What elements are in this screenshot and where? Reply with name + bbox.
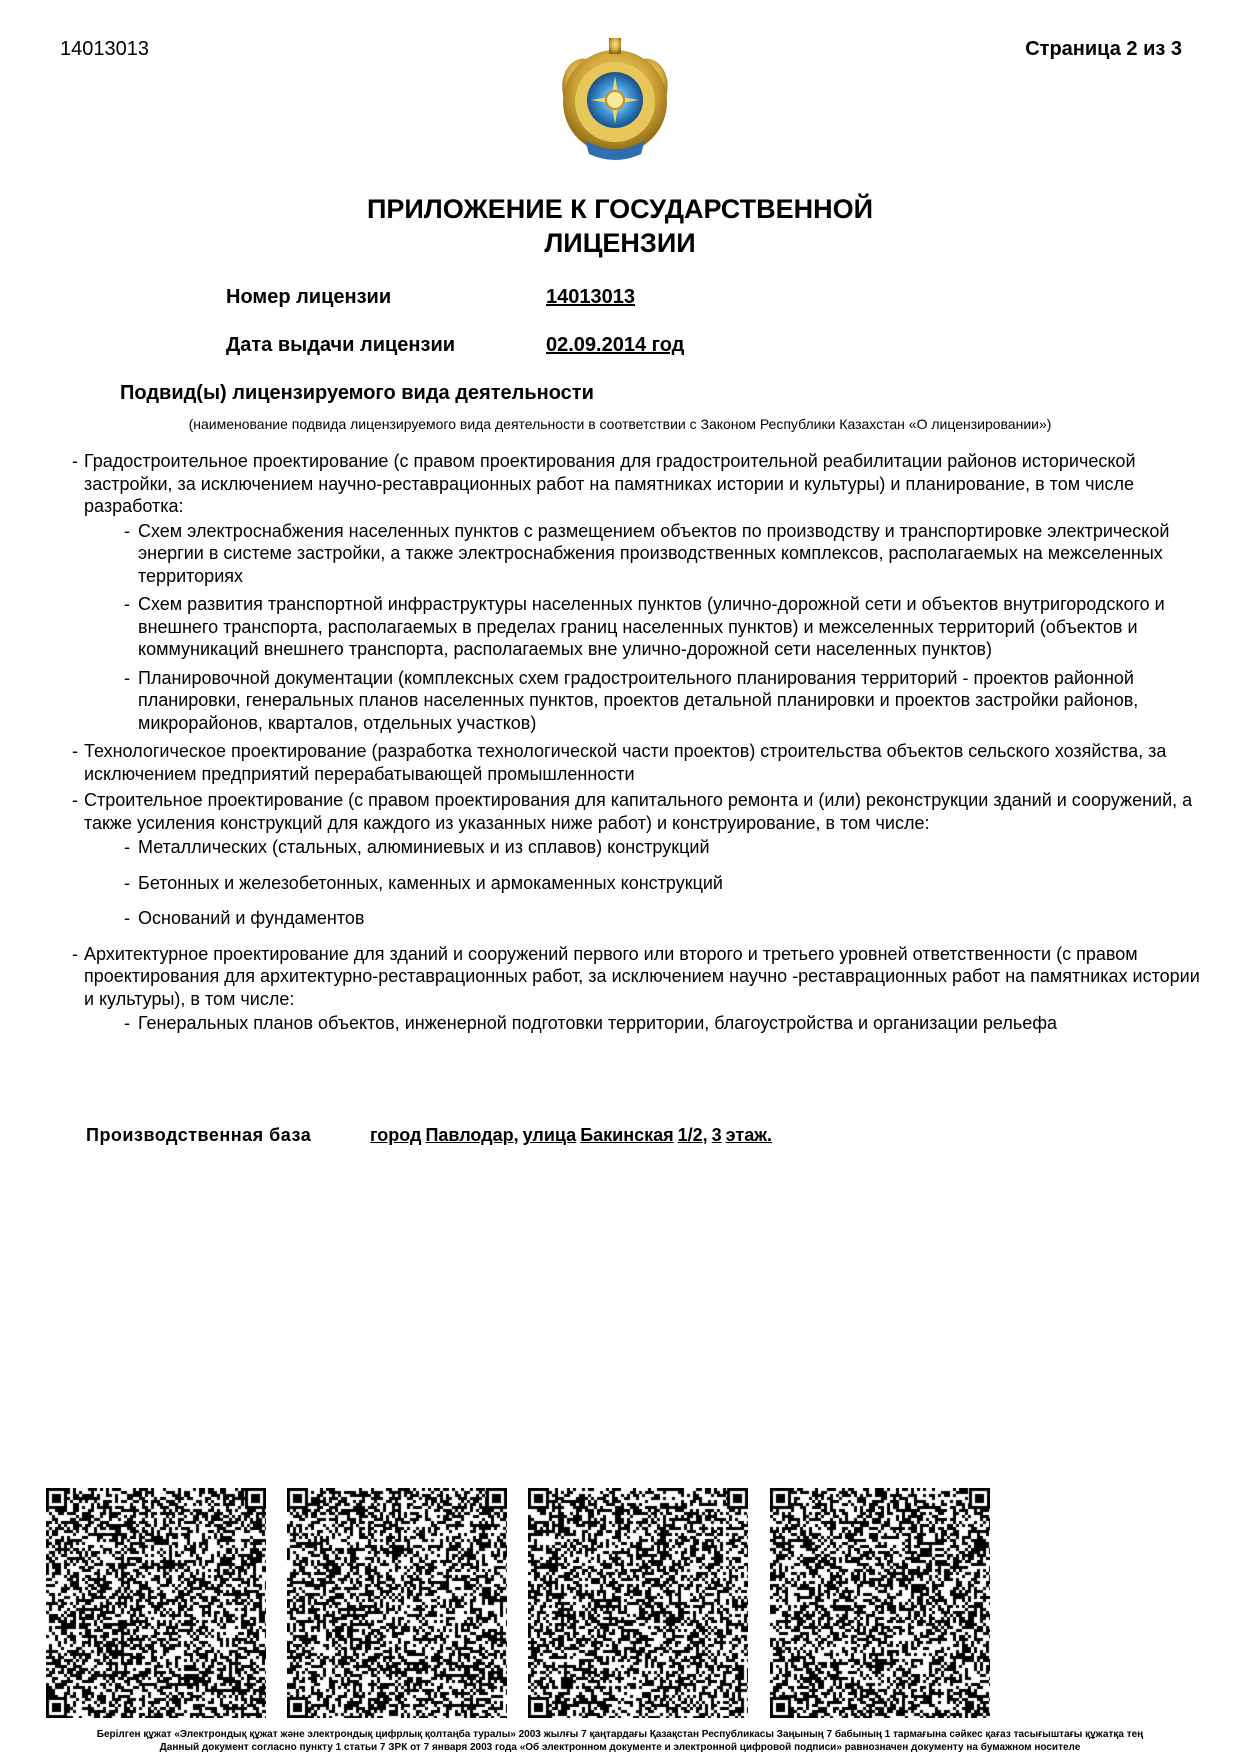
subtypes-note: (наименование подвида лицензируемого вида деятельности в соответствии с Законом Республики Казахстан «О лицензировании») (188, 416, 1052, 432)
activity-text: Архитектурное проектирование для зданий и сооружений первого или второго и третьего уровней ответственности (с правом проектирования для архитектурно-реставрационных работ, за исключением научно -реставрационных работ на памятниках истории и культуры), в том числе: (84, 943, 1200, 1009)
activity-item: - Строительное проектирование (с правом проектирования для капитального ремонта и (или) реконструкции зданий и сооружений, а также усиления конструкций для каждого из указанных ниже работ) и конструирование, в том числе: - Металлических (стальных, алюминиевых и из сплавов) конструкций - Бетонных и железобетонных, каменных и армокаменных конструкций - Оснований и фундаментов (68, 789, 1208, 930)
activity-item: - Архитектурное проектирование для зданий и сооружений первого или второго и третьего уровней ответственности (с правом проектирования для архитектурно-реставрационных работ, за исключением научно -реставрационных работ на памятниках истории и культуры), в том числе: - Генеральных планов объектов, инженерной подготовки территории, благоустройства и организации рельефа (68, 943, 1208, 1035)
activity-item: - Градостроительное проектирование (с правом проектирования для градостроительной реабилитации районов исторической застройки, за исключением научно-реставрационных работ на памятниках истории и культуры) и планирование, в том числе разработка: - Схем электроснабжения населенных пунктов с размещением объектов по производству и транспортировке электрической энергии в системе застройки, а также электроснабжения производственных комплексов, располагаемых на межселенных территориях - Схем развития транспортной инфраструктуры населенных пунктов (улично-дорожной сети и объектов внутригородского и внешнего транспорта, располагаемых в пределах границ населенных пунктов) и межселенных территорий (объектов и коммуникаций внешнего транспорта, располагаемых вне улично-дорожной сети населенных пунктов) - Планировочной документации (комплексных схем градостроительного планирования территорий - проектов районной планировки, генеральных планов населенных пунктов, проектов детальной планировки и проектов застройки районов, микрорайонов, кварталов, отдельных участков) (68, 450, 1208, 734)
title-line-2: ЛИЦЕНЗИИ (544, 228, 696, 258)
activity-subitem: - Схем развития транспортной инфраструктуры населенных пунктов (улично-дорожной сети и объектов внутригородского и внешнего транспорта, располагаемых в пределах границ населенных пунктов) и межселенных территорий (объектов и коммуникаций внешнего транспорта, располагаемых вне улично-дорожной сети населенных пунктов) (124, 594, 1165, 659)
activity-subitem: - Схем электроснабжения населенных пунктов с размещением объектов по производству и транспортировке электрической энергии в системе застройки, а также электроснабжения производственных комплексов, располагаемых на межселенных территориях (124, 520, 1170, 586)
subtypes-heading: Подвид(ы) лицензируемого вида деятельности (120, 382, 594, 404)
qr-code (46, 1488, 266, 1718)
activity-text: Технологическое проектирование (разработка технологической части проектов) строительства объектов сельского хозяйства, за исключением предприятий перерабатывающей промышленности (84, 741, 1167, 784)
legal-footer (0, 1728, 1240, 1754)
license-number-label: Номер лицензии (226, 286, 392, 308)
activity-subitem: - Бетонных и железобетонных, каменных и армокаменных конструкций (124, 872, 723, 893)
activity-text: Строительное проектирование (с правом проектирования для капитального ремонта и (или) реконструкции зданий и сооружений, а также усиления конструкций для каждого из указанных ниже работ) и конструирование, в том числе: (84, 790, 1193, 833)
activity-list (68, 450, 1208, 1041)
activity-text: Градостроительное проектирование (с правом проектирования для градостроительной реабилитации районов исторической застройки, за исключением научно-реставрационных работ на памятниках истории и культуры) и планирование, в том числе разработка: (84, 451, 1136, 516)
activity-subitem: - Металлических (стальных, алюминиевых и из сплавов) конструкций (124, 837, 710, 857)
production-base-label: Производственная база (86, 1125, 312, 1145)
license-date-label: Дата выдачи лицензии (226, 334, 456, 356)
footer-line-ru: Данный документ согласно пункту 1 статьи 7 ЗРК от 7 января 2003 года «Об электронном документе и электронной цифровой подписи» равнозначен документу на бумажном носителе (159, 1742, 1081, 1753)
activity-subitem: - Генеральных планов объектов, инженерной подготовки территории, благоустройства и организации рельефа (124, 1013, 1058, 1033)
footer-line-kz: Берілген құжат «Электрондық құжат және электрондық цифрлық қолтаңба туралы» 2003 жылғы 7 қаңтардағы Қазақстан Республикасы Заңының 7 бабының 1 тармағына сәйкес қағаз тасығыштағы құжатқа тең (96, 1729, 1144, 1740)
qr-code (770, 1488, 990, 1718)
qr-code (528, 1488, 748, 1718)
license-date-value: 02.09.2014 год (546, 334, 685, 356)
qr-code (287, 1488, 507, 1718)
activity-subitem: - Оснований и фундаментов (124, 908, 365, 928)
state-emblem-icon (545, 32, 685, 172)
page-indicator: Страница 2 из 3 (1025, 38, 1182, 60)
production-base-address: город Павлодар, улица Бакинская 1/2, 3 этаж. (370, 1125, 772, 1145)
document-id: 14013013 (60, 38, 149, 60)
license-number-value: 14013013 (546, 286, 635, 308)
title-line-1: ПРИЛОЖЕНИЕ К ГОСУДАРСТВЕННОЙ (366, 194, 874, 224)
document-title (0, 192, 1240, 260)
activity-subitem: - Планировочной документации (комплексных схем градостроительного планирования территорий - проектов районной планировки, генеральных планов населенных пунктов, проектов детальной планировки и проектов застройки районов, микрорайонов, кварталов, отдельных участков) (124, 667, 1139, 733)
activity-item: - Технологическое проектирование (разработка технологической части проектов) строительства объектов сельского хозяйства, за исключением предприятий перерабатывающей промышленности (72, 741, 1167, 784)
